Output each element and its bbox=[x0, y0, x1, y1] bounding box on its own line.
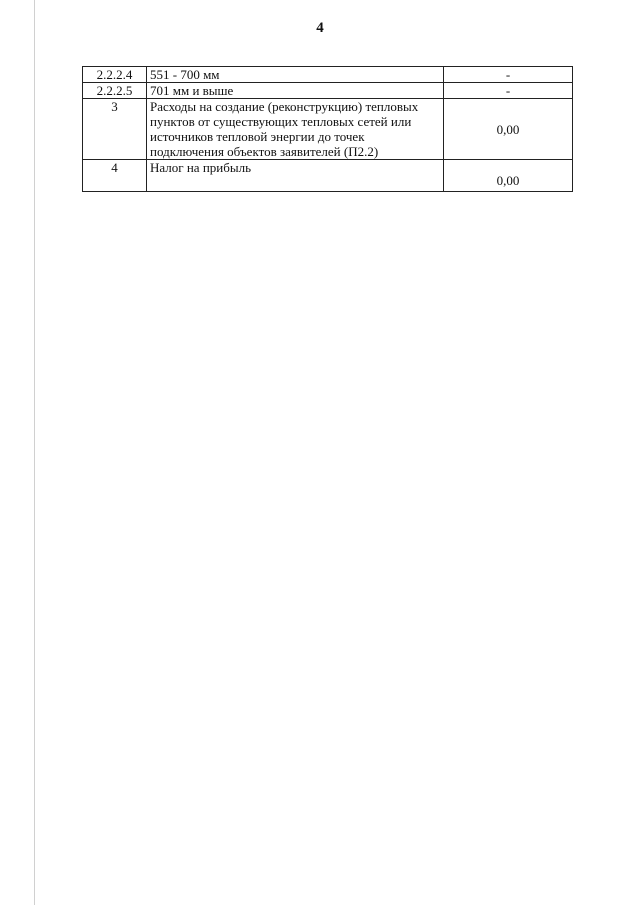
table-row bbox=[83, 83, 573, 99]
row-value: - bbox=[444, 83, 573, 99]
row-description: Налог на прибыль bbox=[147, 160, 444, 192]
scan-edge-line bbox=[34, 0, 35, 905]
row-description: 701 мм и выше bbox=[147, 83, 444, 99]
row-value: - bbox=[444, 67, 573, 83]
tariff-table bbox=[82, 66, 573, 192]
row-value: 0,00 bbox=[444, 160, 573, 192]
row-number: 4 bbox=[83, 160, 147, 192]
table-row bbox=[83, 67, 573, 83]
table-row bbox=[83, 99, 573, 160]
page-number: 4 bbox=[316, 20, 324, 36]
row-description: Расходы на создание (реконструкцию) тепловых пунктов от существующих тепловых сетей или источников тепловой энергии до точек подключения объектов заявителей (П2.2) bbox=[147, 99, 444, 160]
row-number: 2.2.2.4 bbox=[83, 67, 147, 83]
row-number: 2.2.2.5 bbox=[83, 83, 147, 99]
row-description: 551 - 700 мм bbox=[147, 67, 444, 83]
table-row bbox=[83, 160, 573, 192]
row-number: 3 bbox=[83, 99, 147, 160]
row-value: 0,00 bbox=[444, 99, 573, 160]
